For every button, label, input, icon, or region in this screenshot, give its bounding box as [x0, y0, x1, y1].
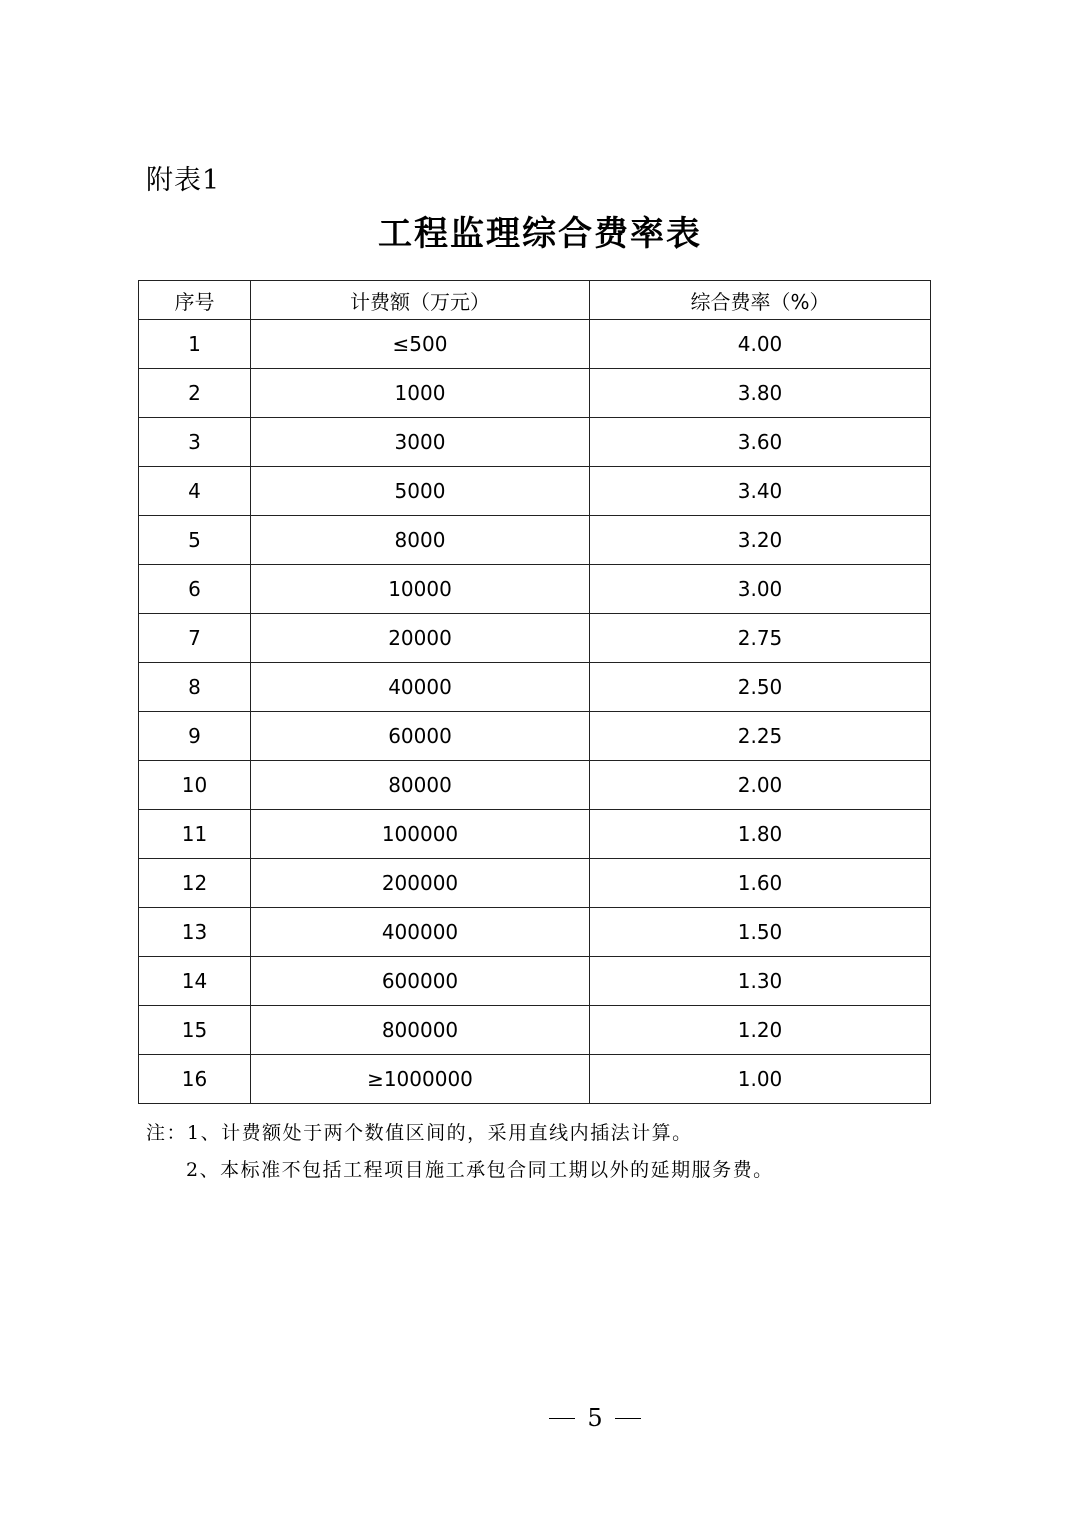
- table-row: [139, 908, 931, 957]
- cell-serial-number: 12: [139, 859, 251, 908]
- cell-rate: 2.75: [590, 614, 931, 663]
- header-fee-base: 计费额（万元）: [251, 281, 590, 320]
- cell-rate: 3.80: [590, 369, 931, 418]
- table-header-row: [139, 281, 931, 320]
- cell-fee-base: 80000: [251, 761, 590, 810]
- cell-rate: 2.00: [590, 761, 931, 810]
- cell-rate: 2.25: [590, 712, 931, 761]
- page-number: 5: [587, 1404, 603, 1432]
- fee-rate-table: [138, 280, 931, 1104]
- table-row: [139, 1006, 931, 1055]
- table-row: [139, 712, 931, 761]
- cell-serial-number: 2: [139, 369, 251, 418]
- cell-serial-number: 1: [139, 320, 251, 369]
- cell-rate: 3.40: [590, 467, 931, 516]
- cell-serial-number: 13: [139, 908, 251, 957]
- table-row: [139, 859, 931, 908]
- table-row: [139, 761, 931, 810]
- cell-serial-number: 14: [139, 957, 251, 1006]
- cell-fee-base: 60000: [251, 712, 590, 761]
- cell-fee-base: 40000: [251, 663, 590, 712]
- cell-rate: 1.50: [590, 908, 931, 957]
- note-line-2: 2、本标准不包括工程项目施工承包合同工期以外的延期服务费。: [186, 1159, 774, 1181]
- cell-rate: 1.80: [590, 810, 931, 859]
- cell-fee-base: ≤500: [251, 320, 590, 369]
- cell-rate: 1.60: [590, 859, 931, 908]
- cell-rate: 1.20: [590, 1006, 931, 1055]
- cell-rate: 1.30: [590, 957, 931, 1006]
- cell-serial-number: 9: [139, 712, 251, 761]
- table-row: [139, 467, 931, 516]
- dash-left-icon: [549, 1418, 575, 1419]
- page-number-footer: [0, 1404, 1080, 1432]
- table-row: [139, 516, 931, 565]
- cell-serial-number: 8: [139, 663, 251, 712]
- table-row: [139, 565, 931, 614]
- cell-fee-base: 20000: [251, 614, 590, 663]
- dash-right-icon: [615, 1418, 641, 1419]
- cell-serial-number: 5: [139, 516, 251, 565]
- cell-serial-number: 6: [139, 565, 251, 614]
- cell-fee-base: 1000: [251, 369, 590, 418]
- cell-serial-number: 15: [139, 1006, 251, 1055]
- cell-serial-number: 4: [139, 467, 251, 516]
- cell-serial-number: 7: [139, 614, 251, 663]
- cell-rate: 3.00: [590, 565, 931, 614]
- cell-rate: 2.50: [590, 663, 931, 712]
- cell-fee-base: 100000: [251, 810, 590, 859]
- header-rate: 综合费率（%）: [590, 281, 931, 320]
- cell-fee-base: 200000: [251, 859, 590, 908]
- table-row: [139, 320, 931, 369]
- cell-rate: 3.20: [590, 516, 931, 565]
- table-notes: [146, 1115, 774, 1189]
- cell-rate: 3.60: [590, 418, 931, 467]
- cell-fee-base: 800000: [251, 1006, 590, 1055]
- cell-fee-base: 5000: [251, 467, 590, 516]
- cell-rate: 1.00: [590, 1055, 931, 1104]
- note-line-1: 注：1、计费额处于两个数值区间的，采用直线内插法计算。: [146, 1122, 693, 1144]
- cell-rate: 4.00: [590, 320, 931, 369]
- table-row: [139, 369, 931, 418]
- cell-serial-number: 10: [139, 761, 251, 810]
- table-row: [139, 957, 931, 1006]
- cell-serial-number: 3: [139, 418, 251, 467]
- cell-fee-base: 600000: [251, 957, 590, 1006]
- page-title: 工程监理综合费率表: [378, 214, 702, 254]
- table-row: [139, 663, 931, 712]
- cell-fee-base: 400000: [251, 908, 590, 957]
- cell-serial-number: 16: [139, 1055, 251, 1104]
- table-row: [139, 1055, 931, 1104]
- table-row: [139, 810, 931, 859]
- cell-fee-base: 8000: [251, 516, 590, 565]
- cell-fee-base: ≥1000000: [251, 1055, 590, 1104]
- cell-fee-base: 3000: [251, 418, 590, 467]
- table-row: [139, 614, 931, 663]
- cell-fee-base: 10000: [251, 565, 590, 614]
- appendix-label: 附表1: [146, 165, 221, 196]
- header-serial-number: 序号: [139, 281, 251, 320]
- cell-serial-number: 11: [139, 810, 251, 859]
- table-row: [139, 418, 931, 467]
